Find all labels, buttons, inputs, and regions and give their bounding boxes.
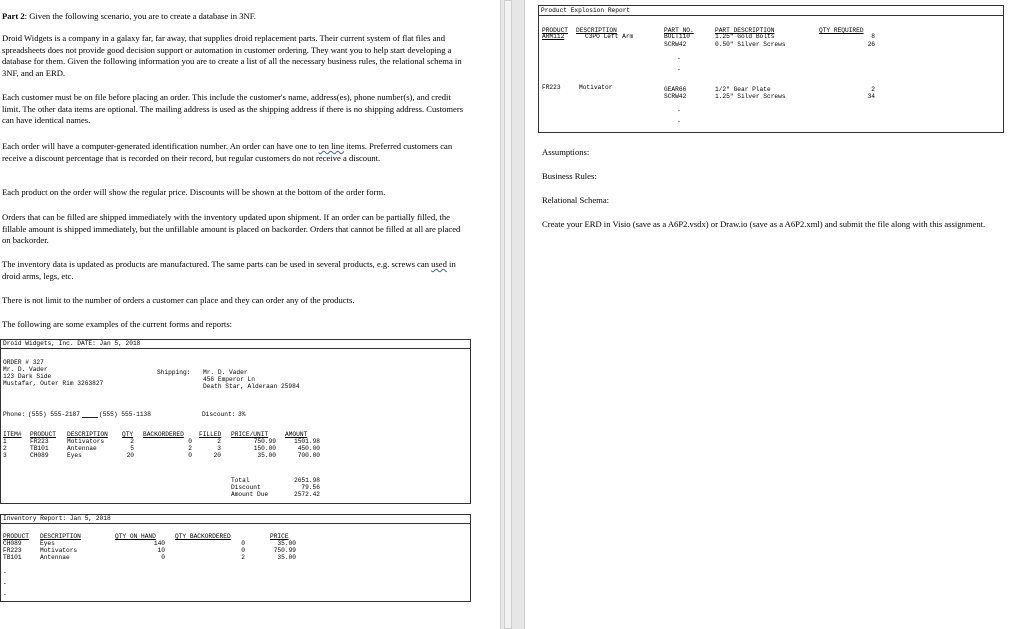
paragraph-orders-a: Each order will have a computer-generated identification number. An order can have one to bbox=[2, 141, 319, 151]
order-col-amount: AMOUNT bbox=[285, 431, 308, 438]
order-cell: 150.00 bbox=[253, 445, 276, 452]
inv-cell: 0 bbox=[161, 554, 165, 561]
inv-cell: TB101 bbox=[3, 554, 22, 561]
part-title bbox=[2, 11, 256, 23]
order-number: ORDER # 327 bbox=[3, 359, 44, 366]
exp-part-no: SCRW42 bbox=[664, 93, 687, 100]
order-cell: 2 bbox=[217, 438, 221, 445]
order-cell: 450.00 bbox=[297, 445, 320, 452]
paragraph-customers: Each customer must be on file before placing an order. This include the customer's name, address(es), phone number(s), and credit limit. The other data items are optional. The mailing address is used as the shipping address if there is no shipping address. Customers can have identical names. bbox=[2, 92, 464, 125]
inv-cell: Eyes bbox=[40, 540, 55, 547]
paragraph-shipping: Orders that can be filled are shipped immediately with the inventory updated upon shipment. If an order can be partially filled, the fillable amount is shipped immediately, but the unfillable amount is placed on backorder. Orders that cannot be filled at all are placed on backorder. bbox=[2, 212, 461, 245]
inv-continuation: - bbox=[3, 591, 7, 598]
amount-due-value: 2572.42 bbox=[294, 491, 320, 498]
paragraph-no-limit: There is not limit to the number of orders a customer can place and they can order any of the products. bbox=[2, 295, 355, 305]
ship-address-2: Death Star, Alderaan 25984 bbox=[203, 383, 300, 390]
inv-cell: 10 bbox=[157, 547, 165, 554]
inv-cell: 0 bbox=[241, 547, 245, 554]
inv-cell: 35.00 bbox=[277, 540, 296, 547]
exp-col-product: PRODUCT bbox=[542, 27, 568, 34]
exp-qty: 26 bbox=[867, 41, 875, 48]
order-col-product: PRODUCT bbox=[30, 431, 56, 438]
inv-cell: Antennae bbox=[40, 554, 70, 561]
paragraph-inventory-a: The inventory data is updated as products are manufactured. The same parts can be used in several products, e.g. screws can bbox=[2, 259, 432, 269]
exp-qty: 2 bbox=[871, 86, 875, 93]
exp-part-no: GEAR66 bbox=[664, 86, 687, 93]
business-rules-heading: Business Rules: bbox=[542, 171, 597, 181]
inv-continuation: - bbox=[3, 569, 7, 576]
document-page-right bbox=[525, 0, 1024, 629]
paragraph-orders bbox=[2, 141, 470, 164]
inv-cell: 140 bbox=[153, 540, 165, 547]
inv-cell: 750.99 bbox=[273, 547, 296, 554]
paragraph-inventory bbox=[2, 259, 464, 282]
exp-part-description: 1/2" Gear Plate bbox=[715, 86, 771, 93]
order-col-qty: QTY bbox=[122, 431, 134, 438]
order-col-filled: FILLED bbox=[199, 431, 222, 438]
order-cell: 2 bbox=[188, 445, 192, 452]
paragraph-inventory-b: in droid arms, legs, etc. bbox=[2, 259, 456, 281]
inv-col-description: DESCRIPTION bbox=[40, 533, 81, 540]
order-cell: FR223 bbox=[30, 438, 49, 445]
ship-address-1: 456 Emperor Ln bbox=[203, 376, 255, 383]
exp-part-no: BOLT110 bbox=[664, 33, 690, 40]
inv-cell: 2 bbox=[241, 554, 245, 561]
exp-product: ARM112 bbox=[542, 33, 565, 40]
inv-continuation: - bbox=[3, 580, 7, 587]
paragraph-products: Each product on the order will show the regular price. Discounts will be shown at the bottom of the order form. bbox=[2, 187, 386, 197]
erd-instructions: Create your ERD in Visio (save as a A6P2.vsdx) or Draw.io (save as a A6P2.xml) and submit the file along with this assignment. bbox=[542, 219, 986, 229]
phone-1: (555) 555-2187 bbox=[28, 411, 80, 418]
exp-qty: 8 bbox=[871, 33, 875, 40]
shipping-label: Shipping: bbox=[157, 369, 191, 376]
phone-label: Phone: bbox=[3, 411, 26, 418]
exp-product-description: C3PO Left Arm bbox=[585, 33, 634, 40]
discount-total-label: Discount bbox=[231, 484, 261, 491]
order-form-header: Droid Widgets, Inc. DATE: Jan 5, 2018 bbox=[3, 340, 141, 347]
discount-value: 3% bbox=[238, 411, 246, 418]
paragraph-intro: Droid Widgets is a company in a galaxy far, far away, that supplies droid replacement parts. Their current system of flat files and spreadsheets does not provide good decision support or automation in customer ordering. They want you to help start developing a database for them. Given the following information you are to create a list of all the necessary business rules, the relational schema in 3NF, and an ERD. bbox=[2, 33, 462, 78]
assumptions-heading: Assumptions: bbox=[542, 147, 590, 157]
customer-address-2: Mustafar, Outer Rim 3263827 bbox=[3, 380, 104, 387]
exp-product-description: Motivator bbox=[579, 84, 613, 91]
order-cell: Eyes bbox=[67, 452, 82, 459]
explosion-report-divider bbox=[538, 15, 1004, 16]
inv-cell: 0 bbox=[241, 540, 245, 547]
phone-separator bbox=[82, 417, 98, 418]
exp-product: FR223 bbox=[542, 84, 561, 91]
inv-col-product: PRODUCT bbox=[3, 533, 29, 540]
part-title-bold: Part 2 bbox=[2, 11, 25, 21]
exp-continuation: - bbox=[677, 66, 681, 73]
inv-col-qty-backordered: QTY BACKORDERED bbox=[175, 533, 231, 540]
customer-address-1: 123 Dark Side bbox=[3, 373, 52, 380]
order-cell: 35.00 bbox=[257, 452, 276, 459]
discount-total-value: 79.56 bbox=[301, 484, 320, 491]
inv-cell: 35.00 bbox=[277, 554, 296, 561]
exp-part-description: 0.50" Silver Screws bbox=[715, 41, 786, 48]
exp-continuation: - bbox=[677, 55, 681, 62]
exp-col-part-description: PART DESCRIPTION bbox=[715, 27, 775, 34]
inventory-report-header: Inventory Report: Jan 5, 2018 bbox=[3, 515, 111, 522]
order-cell: 1501.98 bbox=[294, 438, 320, 445]
order-col-price: PRICE/UNIT bbox=[231, 431, 269, 438]
explosion-report-box bbox=[538, 5, 1004, 133]
document-page-left bbox=[0, 0, 500, 629]
exp-continuation: - bbox=[677, 107, 681, 114]
exp-part-no: SCRW42 bbox=[664, 41, 687, 48]
inv-cell: CH089 bbox=[3, 540, 22, 547]
paragraph-orders-b: items. Preferred customers can receive a discount percentage that is recorded on their record, but regular customers do not receive a discount. bbox=[2, 141, 453, 163]
ship-name: Mr. D. Vader bbox=[203, 369, 248, 376]
spelling-mark[interactable]: ten line bbox=[318, 141, 345, 151]
customer-name: Mr. D. Vader bbox=[3, 366, 48, 373]
total-value: 2651.98 bbox=[294, 477, 320, 484]
order-col-backordered: BACKORDERED bbox=[143, 431, 184, 438]
exp-col-part-no: PART NO. bbox=[664, 27, 694, 34]
inv-cell: FR223 bbox=[3, 547, 22, 554]
vertical-scrollbar[interactable] bbox=[504, 0, 512, 629]
order-cell: CH089 bbox=[30, 452, 49, 459]
order-cell: 2 bbox=[130, 438, 134, 445]
exp-part-description: 1.25" Gold Bolts bbox=[715, 33, 775, 40]
order-col-item: ITEM# bbox=[3, 431, 22, 438]
exp-col-description: DESCRIPTION bbox=[576, 27, 617, 34]
exp-col-qty-required: QTY REQUIRED bbox=[819, 27, 864, 34]
order-cell: TB101 bbox=[30, 445, 49, 452]
exp-continuation: - bbox=[677, 118, 681, 125]
exp-qty: 34 bbox=[867, 93, 875, 100]
paragraph-examples: The following are some examples of the current forms and reports: bbox=[2, 319, 233, 329]
order-cell: 1 bbox=[3, 438, 7, 445]
order-cell: 700.00 bbox=[297, 452, 320, 459]
amount-due-label: Amount Due bbox=[231, 491, 269, 498]
order-cell: 0 bbox=[188, 438, 192, 445]
relational-schema-heading: Relational Schema: bbox=[542, 195, 610, 205]
exp-part-description: 1.25" Silver Screws bbox=[715, 93, 786, 100]
explosion-report-header: Product Explosion Report bbox=[541, 7, 631, 14]
spelling-mark-used[interactable]: used bbox=[431, 259, 447, 269]
order-cell: 750.99 bbox=[253, 438, 276, 445]
order-col-description: DESCRIPTION bbox=[67, 431, 108, 438]
total-label: Total bbox=[231, 477, 250, 484]
order-cell: Antennae bbox=[67, 445, 97, 452]
discount-label: Discount: bbox=[202, 411, 236, 418]
order-cell: 20 bbox=[126, 452, 134, 459]
order-form-divider bbox=[0, 348, 471, 349]
order-cell: 0 bbox=[188, 452, 192, 459]
order-cell: 3 bbox=[3, 452, 7, 459]
part-title-rest: : Given the following scenario, you are to create a database in 3NF. bbox=[24, 11, 256, 21]
inventory-report-divider bbox=[0, 523, 471, 524]
inv-col-qty-on-hand: QTY ON HAND bbox=[115, 533, 156, 540]
order-cell: 3 bbox=[217, 445, 221, 452]
order-cell: Motivators bbox=[67, 438, 105, 445]
order-cell: 5 bbox=[130, 445, 134, 452]
order-cell: 2 bbox=[3, 445, 7, 452]
order-cell: 20 bbox=[213, 452, 221, 459]
inv-col-price: PRICE bbox=[270, 533, 289, 540]
inv-cell: Motivators bbox=[40, 547, 78, 554]
phone-2: (555) 555-1138 bbox=[99, 411, 151, 418]
